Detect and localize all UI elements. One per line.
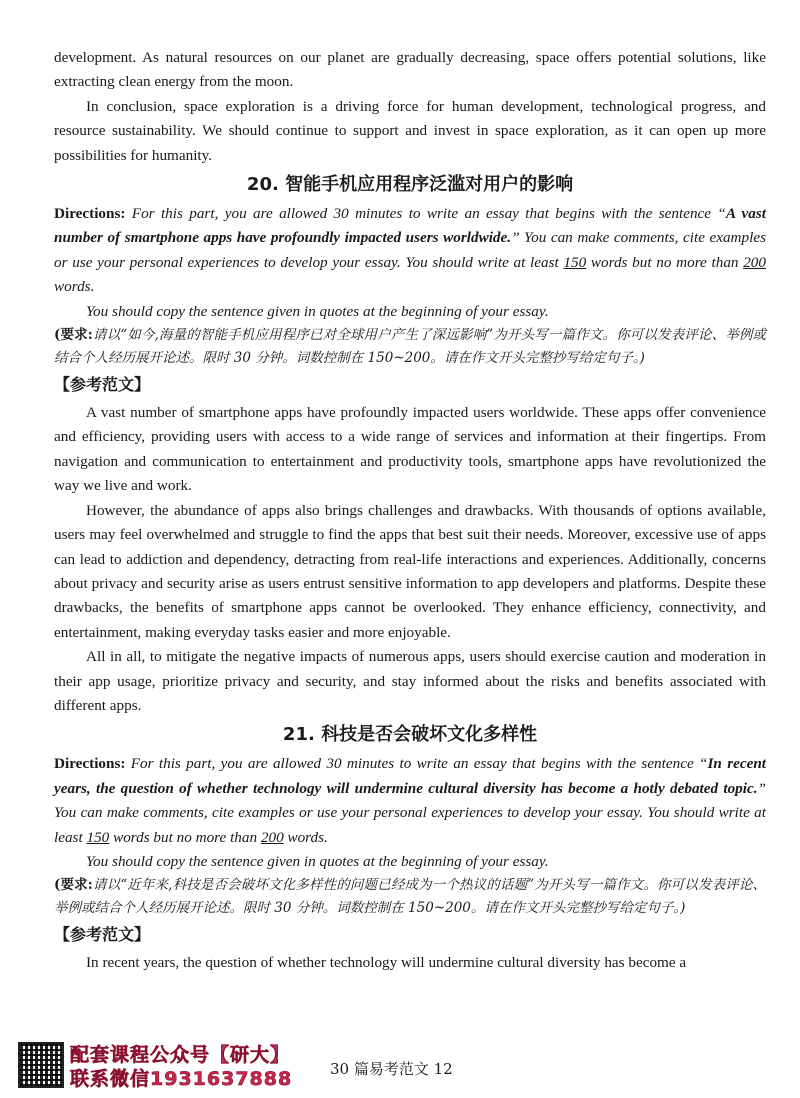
prompt-sentence: In recent years, the question of whether technology will undermine cultural diversity has become a hotly debated topic. bbox=[54, 755, 766, 797]
paragraph: In conclusion, space exploration is a driving force for human development, technological progress, and resource sustainability. We should continue to support and invest in space exploration, as it can open up more possibilities for humanity. bbox=[54, 97, 766, 164]
page-number: 30 篇易考范文 12 bbox=[330, 1060, 453, 1078]
watermark: 配套课程公众号【研大】 bbox=[70, 1044, 291, 1066]
essay-paragraph: All in all, to mitigate the negative impacts of numerous apps, users should exercise caution and moderation in their app usage, prioritize privacy and security, and stay informed about the risks and benefits associated with different apps. bbox=[54, 648, 766, 714]
qr-code-icon bbox=[18, 1042, 64, 1088]
reference-heading: 【参考范文】 bbox=[54, 925, 151, 945]
copy-instruction: You should copy the sentence given in quotes at the beginning of your essay. bbox=[86, 852, 549, 870]
directions-label: Directions: bbox=[54, 205, 126, 223]
min-words: 150 bbox=[563, 253, 587, 271]
prompt-sentence: A vast number of smartphone apps have profoundly impacted users worldwide. bbox=[54, 205, 766, 247]
essay-paragraph: In recent years, the question of whether technology will undermine cultural diversity has become a bbox=[86, 954, 687, 972]
directions-label: Directions: bbox=[54, 755, 126, 773]
paragraph: development. As natural resources on our planet are gradually decreasing, space offers potential solutions, like extracting clean energy from the moon. bbox=[54, 49, 766, 91]
max-words: 200 bbox=[743, 253, 766, 271]
directions: Directions: For this part, you are allowed 30 minutes to write an essay that begins with the sentence “A vast number of smartphone apps have profoundly impacted users worldwide.” You can make comments, cite examples or use your personal experiences to develop your essay. You should write at least 150 words but no more than 200 words. bbox=[54, 205, 766, 296]
requirement: (要求:请以“如今,海量的智能手机应用程序已对全球用户产生了深远影响”为开头写一篇作文。你可以发表评论、举例或结合个人经历展开论述。限时 30 分钟。词数控制在 150~200。请在作文开头完整抄写给定句子。) bbox=[54, 327, 767, 367]
section-title: 20. 智能手机应用程序泛滥对用户的影响 bbox=[246, 174, 574, 196]
min-words: 150 bbox=[86, 828, 110, 846]
section-title: 21. 科技是否会破坏文化多样性 bbox=[282, 724, 538, 746]
copy-instruction: You should copy the sentence given in quotes at the beginning of your essay. bbox=[86, 302, 549, 320]
essay-paragraph: A vast number of smartphone apps have profoundly impacted users worldwide. These apps offer convenience and efficiency, providing users with access to a wide range of services and information at their fingertips. From navigation and communication to entertainment and productivity tools, smartphone apps have revolutionized the way we live and work. bbox=[54, 404, 766, 495]
requirement: (要求:请以“近年来,科技是否会破坏文化多样性的问题已经成为一个热议的话题”为开头写一篇作文。你可以发表评论、举例或结合个人经历展开论述。限时 30 分钟。词数控制在 150~200。请在作文开头完整抄写给定句子。) bbox=[54, 877, 767, 917]
directions: Directions: For this part, you are allowed 30 minutes to write an essay that begins with the sentence “In recent years, the question of whether technology will undermine cultural diversity has become a hotly debated topic.” You can make comments, cite examples or use your personal experiences to develop your essay. You should write at least 150 words but no more than 200 words. bbox=[54, 755, 766, 846]
essay-paragraph: However, the abundance of apps also brings challenges and drawbacks. With thousands of options available, users may feel overwhelmed and struggle to find the apps that best suit their needs. Moreover, excessive use of apps can lead to addiction and dependency, detracting from real-life interactions and experiences. Additionally, concerns about privacy and security arise as users entrust sensitive information to app developers and platforms. Despite these drawbacks, the benefits of smartphone apps cannot be overlooked. They enhance efficiency, connectivity, and entertainment, making everyday tasks easier and more enjoyable. bbox=[54, 501, 766, 641]
watermark: 联系微信1931637888 bbox=[70, 1068, 293, 1090]
max-words: 200 bbox=[260, 828, 284, 846]
reference-heading: 【参考范文】 bbox=[54, 375, 151, 395]
page-content bbox=[54, 46, 766, 976]
